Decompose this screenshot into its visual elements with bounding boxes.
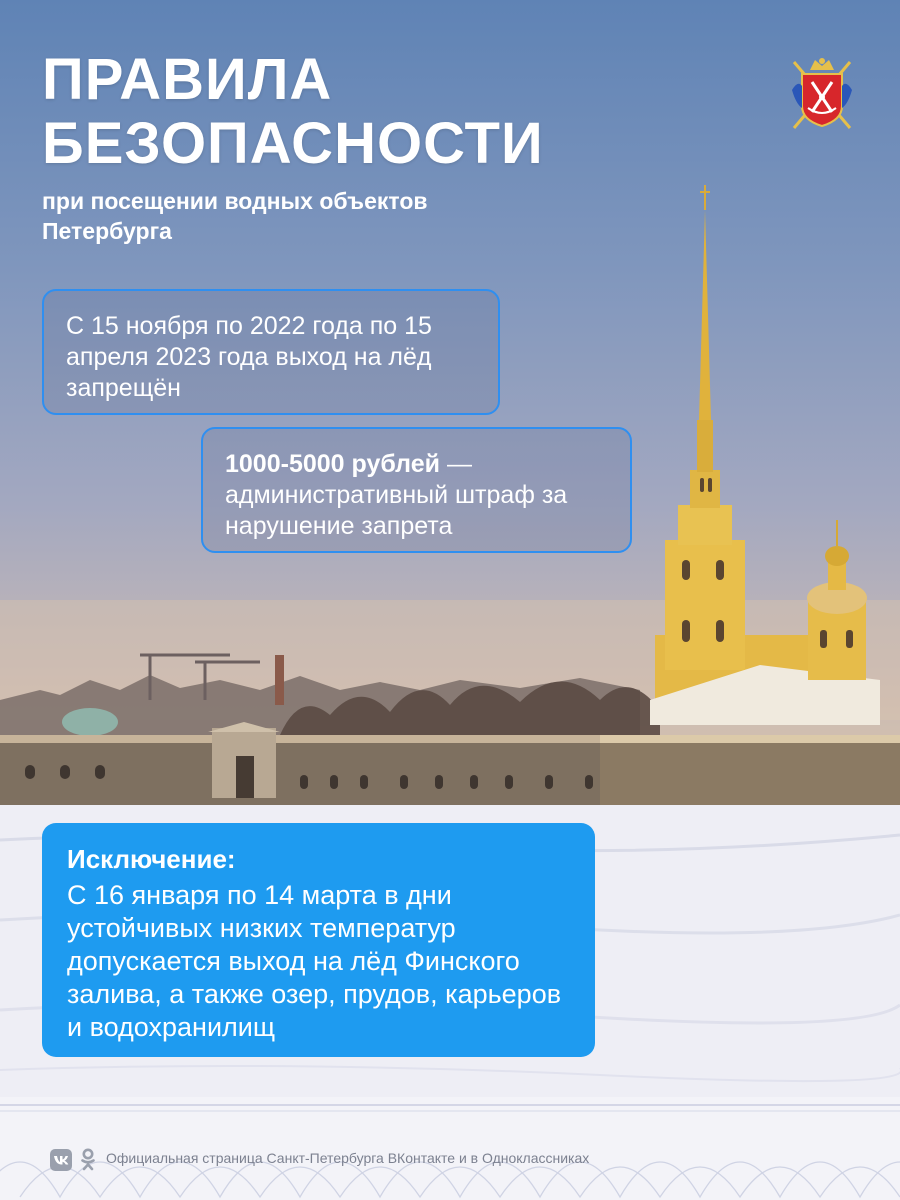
ice-ban-card (42, 289, 500, 415)
exception-title: Исключение: (67, 844, 236, 874)
title-line-1: ПРАВИЛА (42, 47, 333, 112)
social-icons (50, 1148, 96, 1172)
subtitle: при посещении водных объектов Петербурга (42, 188, 428, 244)
footer-text: Официальная страница Санкт-Петербурга ВКонтакте и в Одноклассниках (106, 1150, 590, 1166)
exception-text: С 16 января по 14 марта в дни устойчивых низких температур допускается выход на лёд Финского залива, а также озер, прудов, карьеров и водохранилищ (67, 880, 562, 1042)
saint-petersburg-coat-of-arms-icon (788, 56, 856, 132)
title-line-2: БЕЗОПАСНОСТИ (42, 111, 544, 176)
fine-description: — административный штраф за нарушение запрета (225, 450, 568, 540)
fine-amount: 1000-5000 рублей (225, 450, 440, 478)
odnoklassniki-icon[interactable] (80, 1148, 96, 1172)
ice-ban-text: С 15 ноября по 2022 года по 15 апреля 2023 года выход на лёд запрещён (66, 312, 432, 402)
vk-icon[interactable] (50, 1149, 72, 1171)
fine-card (201, 427, 632, 553)
page-title (42, 48, 544, 176)
exception-card (42, 823, 595, 1057)
